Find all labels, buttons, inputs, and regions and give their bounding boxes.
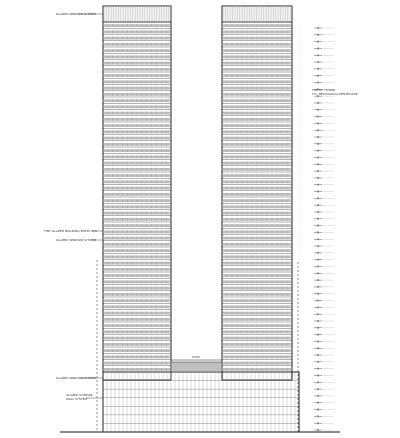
tower-left-crown	[103, 6, 171, 22]
annotation-mid-left-2: GLAZED WINDOW SYSTEM	[56, 238, 96, 242]
podium	[103, 362, 299, 432]
annotation-mid-left-1: TINT GLAZED BUILDING ENTRY SYS	[44, 229, 97, 233]
annotation-podium-wall-1: GLAZED CURTAIN	[66, 393, 93, 397]
bridge-dimension-label: 6500	[192, 355, 200, 359]
bridge-glazing	[171, 362, 222, 372]
floor-bands-right	[222, 7, 292, 371]
floor-bands-left	[103, 7, 171, 371]
annotation-top-right-2: T.O. MECHANICAL PENTHOUSE	[312, 92, 358, 96]
annotation-podium-top: GLAZED WINDOW SYSTEM	[56, 376, 96, 380]
podium-outline	[103, 372, 299, 432]
annotation-top-left: GLAZED WINDOW SYSTEM	[56, 12, 96, 16]
annotation-top-right-1: TOP OF TOWER	[312, 88, 336, 92]
annotation-podium-wall-2: WALL SYSTEM	[66, 397, 88, 401]
